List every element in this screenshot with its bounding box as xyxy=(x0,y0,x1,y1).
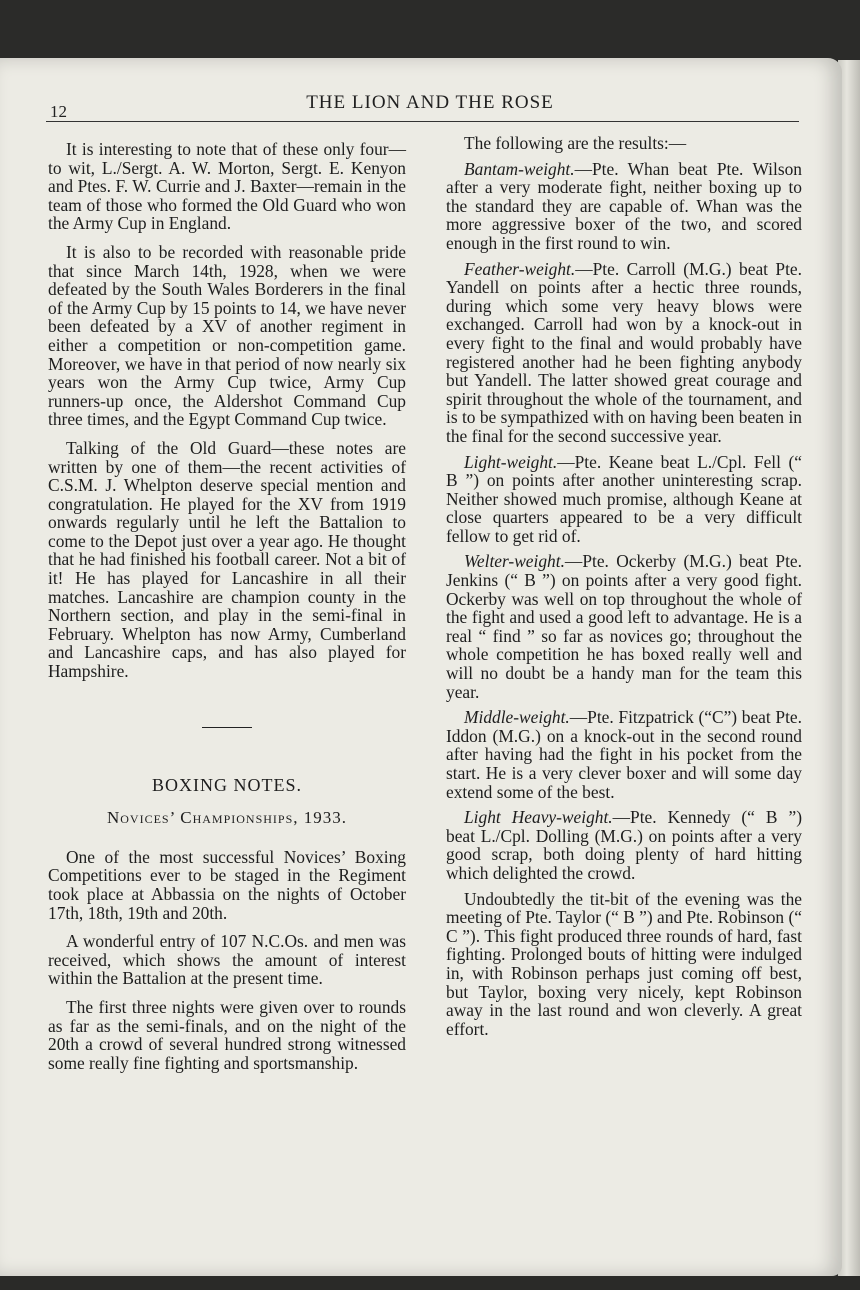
paragraph-whelpton: Talking of the Old Guard—these notes are written by one of them—the recent activities of C.S.M. J. Whelpton deserve special mention and congratulation. He played for the XV from 1919 onwards regularly until he left the Battalion to come to the Depot just over a year ago. He thought that he had finished his football career. Not a bit of it! He has played for Lancashire in all their matches. Lancashire are champion county in the Northern section, and play in the semi-final in February. Whelpton has now Army, Cumberland and Lancashire caps, and has also played for Hampshire. xyxy=(48,437,406,682)
weight-class-label: Feather-weight. xyxy=(464,258,576,279)
result-light xyxy=(446,453,802,546)
result-middle xyxy=(446,708,802,801)
weight-class-label: Welter-weight. xyxy=(464,551,565,572)
paragraph-closing: Undoubtedly the tit-bit of the evening was the meeting of Pte. Taylor (“ B ”) and Pte. Robinson (“ C ”). This fight produced three rounds of hard, fast fighting. Prolonged bouts of hitting were indulged in, with Robinson perhaps just coming off best, but Taylor, boxing very nicely, kept Robinson away in the last round and won cleverly. A great effort. xyxy=(446,888,802,1039)
paragraph-old-guard: It is interesting to note that of these only four—to wit, L./Sergt. A. W. Morton, Sergt. E. Kenyon and Ptes. F. W. Currie and J. Baxter—remain in the team of those who formed the Old Guard who won the Army Cup in England. xyxy=(48,139,406,234)
result-text: —Pte. Carroll (M.G.) beat Pte. Yandell on points after a hectic three rounds, during which some very heavy blows were exchanged. Carroll had won by a knock-out in every fight to the final and would probably have registered another had he been fighting anybody but Yandell. The latter showed great courage and spirit throughout the whole of the tournament, and is to be sympathized with on having been beaten in the final for the second successive year. xyxy=(446,258,802,446)
page-number: 12 xyxy=(50,102,67,121)
result-text: —Pte. Keane beat L./Cpl. Fell (“ B ”) on points after another uninteresting scrap. Neither showed much promise, although Keane at close quarters appeared to be a very difficult fellow to get rid of. xyxy=(446,451,802,546)
weight-class-label: Middle-weight. xyxy=(464,707,570,728)
paragraph-boxing-intro: One of the most successful Novices’ Boxing Competitions ever to be staged in the Regiment took place at Abbassia on the nights of October 17th, 18th, 19th and 20th. xyxy=(48,846,406,923)
weight-class-label: Light Heavy-weight. xyxy=(464,807,613,828)
section-divider xyxy=(202,727,252,728)
background-top xyxy=(0,0,860,66)
left-column xyxy=(48,140,406,1079)
paragraph-nights: The first three nights were given over to rounds as far as the semi-finals, and on the night of the 20th a crowd of several hundred strong witnessed some really fine fighting and sportsmanship. xyxy=(48,996,406,1073)
section-title: BOXING NOTES. xyxy=(152,774,302,795)
result-text: —Pte. Ockerby (M.G.) beat Pte. Jenkins (“ B ”) on points after a very good fight. Ockerby was well on top throughout the whole of the fight and used a good left to advantage. He is a real “ find ” so far as novices go; throughout the whole competition he has boxed really well and will no doubt be a handy man for the team this year. xyxy=(446,551,802,702)
right-column xyxy=(446,134,802,1045)
results-intro: The following are the results:— xyxy=(464,133,687,153)
result-text: —Pte. Kennedy (“ B ”) beat L./Cpl. Dolling (M.G.) on points after a very good scrap, both doing plenty of hard hitting which delighted the crowd. xyxy=(446,807,803,883)
paragraph-entry: A wonderful entry of 107 N.C.Os. and men was received, which shows the amount of interest within the Battalion at the present time. xyxy=(48,931,406,989)
weight-class-label: Bantam-weight. xyxy=(464,158,575,179)
subsection-title: Novices’ Championships, 1933. xyxy=(106,808,348,828)
background-bottom xyxy=(0,1276,860,1290)
running-title: THE LION AND THE ROSE xyxy=(306,92,554,113)
result-light-heavy xyxy=(446,808,802,882)
result-bantam xyxy=(446,160,802,253)
paragraph-record: It is also to be recorded with reasonable pride that since March 14th, 1928, when we were defeated by the South Wales Borderers in the final of the Army Cup by 15 points to 14, we have never been defeated by a XV of another regiment in either a competition or non-competition game. Moreover, we have in that period of now nearly six years won the Army Cup twice, Army Cup runners-up once, the Aldershot Command Cup three times, and the Egypt Command Cup twice. xyxy=(48,241,406,430)
result-text: —Pte. Whan beat Pte. Wilson after a very moderate fight, neither boxing up to the standard they are capable of. Whan was the more aggressive boxer of the two, and scored enough in the first round to win. xyxy=(446,158,802,253)
result-welter xyxy=(446,552,802,701)
result-feather xyxy=(446,260,802,446)
result-text: —Pte. Fitzpatrick (“C”) beat Pte. Iddon (M.G.) on a knock-out in the second round after having had the fight in his pocket from the start. He is a very clever boxer and will some day extend some of the best. xyxy=(446,707,802,802)
weight-class-label: Light-weight. xyxy=(464,451,558,472)
header-rule xyxy=(46,121,799,122)
